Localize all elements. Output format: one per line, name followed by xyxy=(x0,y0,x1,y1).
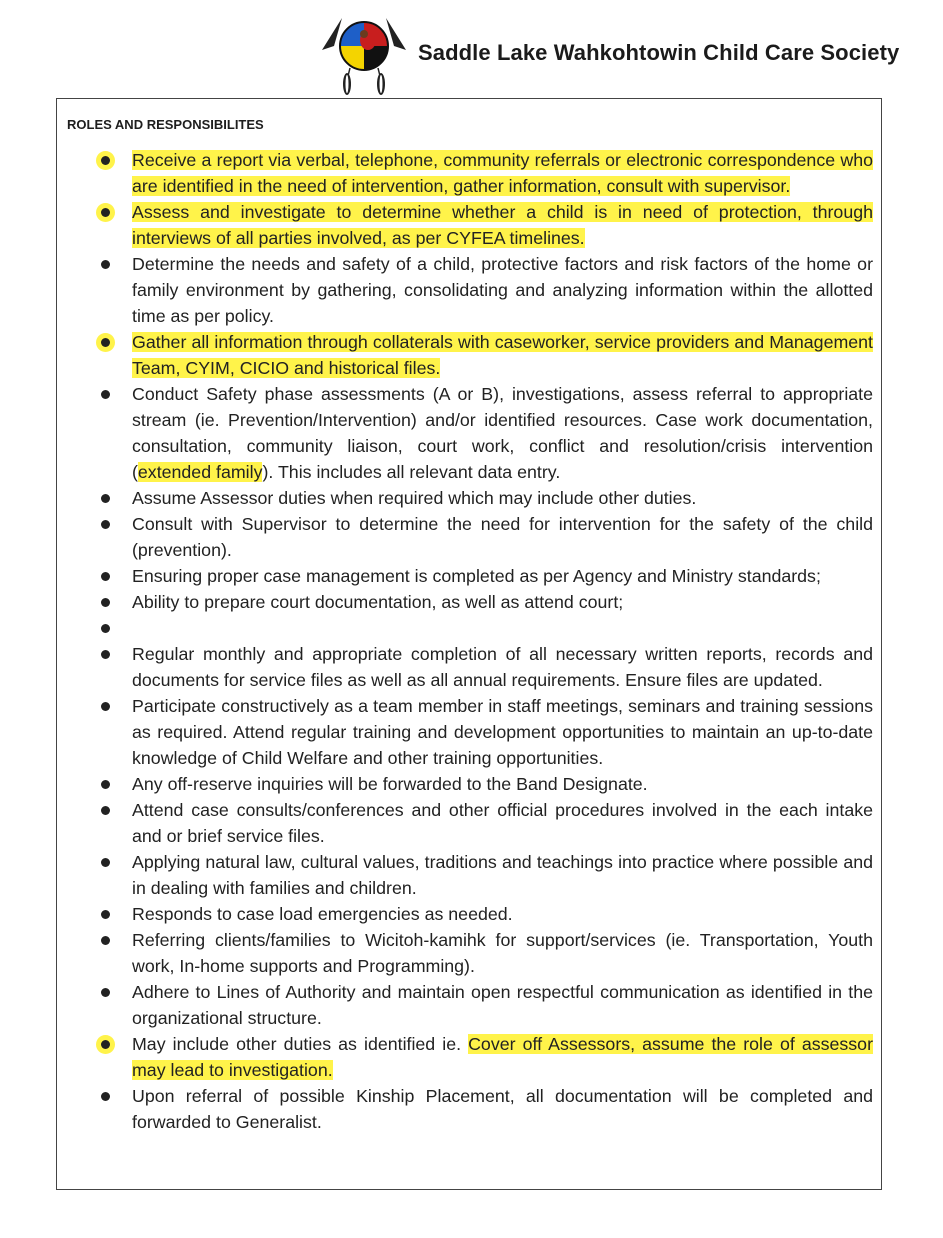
list-item: Participate constructively as a team member in staff meetings, seminars and training sessions as required. Attend regular training and development opportunities to maintain an up-to-date knowledge of Child Welfare and other training opportunities. xyxy=(57,693,883,771)
responsibilities-list xyxy=(57,147,883,1135)
list-item: Consult with Supervisor to determine the need for intervention for the safety of the child (prevention). xyxy=(57,511,883,563)
list-item-empty xyxy=(57,615,883,641)
list-item: Assess and investigate to determine whether a child is in need of protection, through interviews of all parties involved, as per CYFEA timelines. xyxy=(57,199,883,251)
bullet-icon xyxy=(101,702,110,711)
bullet-icon xyxy=(101,598,110,607)
list-item: Determine the needs and safety of a child, protective factors and risk factors of the home or family environment by gathering, consolidating and analyzing information within the allotted time as per policy. xyxy=(57,251,883,329)
list-item: Receive a report via verbal, telephone, community referrals or electronic correspondence who are identified in the need of intervention, gather information, consult with supervisor. xyxy=(57,147,883,199)
bullet-icon xyxy=(101,390,110,399)
bullet-icon xyxy=(101,806,110,815)
list-item: Ensuring proper case management is completed as per Agency and Ministry standards; xyxy=(57,563,883,589)
bullet-icon xyxy=(101,494,110,503)
bullet-icon xyxy=(101,208,110,217)
list-item: Upon referral of possible Kinship Placement, all documentation will be completed and forwarded to Generalist. xyxy=(57,1083,883,1135)
list-item: Referring clients/families to Wicitoh-kamihk for support/services (ie. Transportation, Youth work, In-home supports and Programming). xyxy=(57,927,883,979)
list-item: Assume Assessor duties when required which may include other duties. xyxy=(57,485,883,511)
bullet-icon xyxy=(101,858,110,867)
list-item: Attend case consults/conferences and other official procedures involved in the each intake and or brief service files. xyxy=(57,797,883,849)
bullet-icon xyxy=(101,156,110,165)
society-logo-icon xyxy=(320,10,410,96)
bullet-icon xyxy=(101,572,110,581)
bullet-icon xyxy=(101,1092,110,1101)
bullet-icon xyxy=(101,260,110,269)
bullet-icon xyxy=(101,1040,110,1049)
section-title: ROLES AND RESPONSIBILITES xyxy=(67,117,264,132)
bullet-icon xyxy=(101,520,110,529)
list-item: Responds to case load emergencies as needed. xyxy=(57,901,883,927)
bullet-icon xyxy=(101,780,110,789)
bullet-icon xyxy=(101,624,110,633)
bullet-icon xyxy=(101,338,110,347)
list-item: Gather all information through collaterals with caseworker, service providers and Management Team, CYIM, CICIO and historical files. xyxy=(57,329,883,381)
list-item: Regular monthly and appropriate completion of all necessary written reports, records and documents for service files as well as all annual requirements. Ensure files are updated. xyxy=(57,641,883,693)
organization-name: Saddle Lake Wahkohtowin Child Care Society xyxy=(418,40,900,65)
list-item: Any off-reserve inquiries will be forwarded to the Band Designate. xyxy=(57,771,883,797)
roles-box xyxy=(56,98,882,1190)
bullet-icon xyxy=(101,910,110,919)
list-item: Conduct Safety phase assessments (A or B), investigations, assess referral to appropriate stream (ie. Prevention/Intervention) and/or identified resources. Case work documentation, consultation, community liaison, court work, conflict and resolution/crisis intervention (extended family). This includes all relevant data entry. xyxy=(57,381,883,485)
list-item: Applying natural law, cultural values, traditions and teachings into practice where possible and in dealing with families and children. xyxy=(57,849,883,901)
list-item: May include other duties as identified ie. Cover off Assessors, assume the role of assessor may lead to investigation. xyxy=(57,1031,883,1083)
bullet-icon xyxy=(101,936,110,945)
list-item: Adhere to Lines of Authority and maintain open respectful communication as identified in the organizational structure. xyxy=(57,979,883,1031)
list-item: Ability to prepare court documentation, as well as attend court; xyxy=(57,589,883,615)
bullet-icon xyxy=(101,650,110,659)
bullet-icon xyxy=(101,988,110,997)
page-header xyxy=(320,10,920,96)
